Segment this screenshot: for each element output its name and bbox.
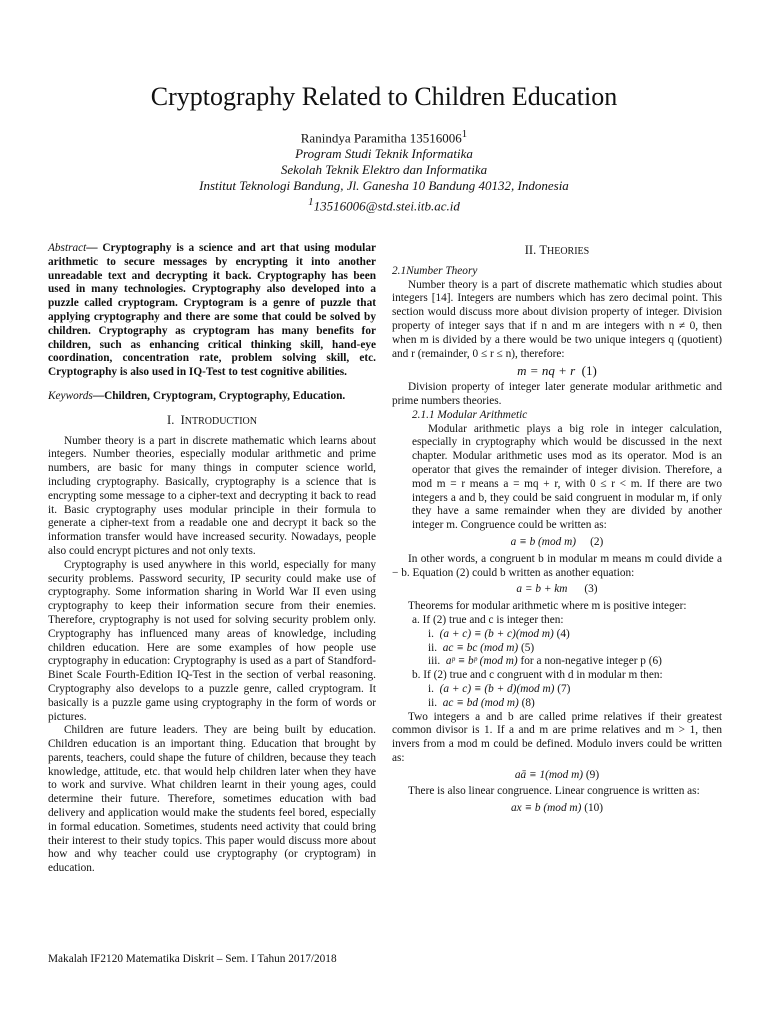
abstract-label: Abstract bbox=[48, 242, 87, 254]
subsection-number-theory: 2.1Number Theory bbox=[392, 264, 478, 277]
equation-10 bbox=[392, 802, 722, 816]
equation-9-body: aā ≡ 1(mod m) bbox=[514, 768, 584, 781]
item-label: ii. bbox=[428, 696, 438, 709]
equation-1 bbox=[392, 364, 722, 378]
item-formula: (a + c) ≡ (b + c)(mod m) bbox=[439, 627, 554, 640]
keywords-text: —Children, Cryptogram, Cryptography, Education. bbox=[92, 389, 346, 402]
affiliation-3: Institut Teknologi Bandung, Jl. Ganesha 10 Bandung 40132, Indonesia bbox=[199, 178, 569, 194]
theory-paragraph-4: In other words, a congruent b in modular m means m could divide a − b. Equation (2) could b written as another equation: bbox=[392, 552, 722, 579]
abstract-text: — Cryptography is a science and art that using modular arithmetic to secure messages by encrypting it into another unreadable text and decrypting it back. Cryptography has been used in many technologies. Cryptography also developed into a puzzle called cryptogram. Cryptogram is a genre of puzzle that applying cryptography and there are some that could be solved by children. Cryptography as cryptogram has many benefits for children, such as enhancing critical thinking skill, hand-eye coordination, concentration rate, problem solving skill, etc. Cryptography is also used in IQ-Test to test cognitive abilities. bbox=[48, 242, 376, 379]
item-tail: for a non-negative integer p (6) bbox=[520, 655, 662, 668]
theorem-b-ii bbox=[392, 697, 722, 711]
subsection-modular-arithmetic: 2.1.1 Modular Arithmetic bbox=[412, 408, 528, 421]
item-number: (7) bbox=[557, 682, 571, 695]
section-number: II. bbox=[524, 243, 537, 257]
theory-paragraph-6: Two integers a and b are called prime relatives if their greatest common divisor is 1. If a and m are prime relatives and m > 1, then invers from a mod m could be defined. Modulo invers could be written as: bbox=[392, 710, 722, 764]
theory-paragraph-3: Modular arithmetic plays a big role in integer calculation, especially in cryptography which would be discussed in the next chapter. Modular arithmetic uses mod as its operator. Mod is an operator that gives the remainder of integer division. Therefore, a mod m = r means a = mq + r, with 0 ≤ r < m. If there are two integers a and b, they could be said congruent in modular m, if only they have a same remainder when they are divided by another integer m. Congruence could be written as: bbox=[412, 422, 722, 532]
item-label: ii. bbox=[428, 641, 438, 654]
section-head-first: I bbox=[180, 412, 185, 427]
item-label: i. bbox=[428, 682, 434, 695]
abstract bbox=[48, 242, 376, 380]
item-number: (5) bbox=[520, 641, 535, 654]
theory-paragraph-5: Theorems for modular arithmetic where m is positive integer: bbox=[408, 600, 687, 613]
intro-paragraph-2: Cryptography is used anywhere in this world, especially for many security problems. Password security, IP security could make use of cryptography. Some information sharing in World War II even using cryptography to keep their information secure from their enemies. Therefore, cryptography is not used for solving security problem only. Cryptography has influenced many areas of knowledge, including children education. Here are some examples of how people use cryptography in education: Cryptography is used as a part of Standford-Binet Scale Fourth-Edition IQ-Test in the section of verbal reasoning. Cryptography also develops to a puzzle genre, called cryptogram. It basically is a puzzle game using cryptography in the form of words or pictures. bbox=[48, 558, 376, 723]
equation-2 bbox=[392, 536, 722, 550]
author-email[interactable]: 13516006@std.stei.itb.ac.id bbox=[313, 198, 460, 214]
theorem-b-i bbox=[392, 683, 722, 697]
equation-10-body: ax ≡ b (mod m) bbox=[510, 802, 582, 815]
item-label: iii. bbox=[428, 655, 441, 668]
item-label: i. bbox=[428, 627, 434, 640]
item-formula: aᵖ ≡ bᵖ (mod m) bbox=[445, 655, 518, 668]
keywords-label: Keywords bbox=[48, 389, 93, 402]
section-head-first: T bbox=[539, 243, 547, 257]
theorem-b-heading: b. If (2) true and c congruent with d in modular m then: bbox=[412, 669, 663, 682]
section-head-rest: HEORIES bbox=[546, 246, 590, 257]
theorem-a-heading: a. If (2) true and c is integer then: bbox=[412, 613, 564, 626]
section-heading-theories bbox=[392, 244, 722, 259]
item-formula: ac ≡ bd (mod m) bbox=[442, 696, 519, 709]
author-sup: 1 bbox=[461, 128, 468, 140]
equation-2-number: (2) bbox=[590, 535, 604, 548]
theory-paragraph-2: Division property of integer later generate modular arithmetic and prime numbers theories. bbox=[392, 381, 722, 407]
page-footer: Makalah IF2120 Matematika Diskrit – Sem. I Tahun 2017/2018 bbox=[48, 953, 337, 965]
author-name-line bbox=[0, 126, 768, 146]
affiliation-1: Program Studi Teknik Informatika bbox=[295, 146, 473, 162]
left-column bbox=[48, 242, 376, 876]
equation-1-body: m = nq + r bbox=[517, 363, 576, 379]
theorem-a-ii bbox=[392, 642, 722, 656]
item-number: (8) bbox=[521, 696, 535, 709]
item-formula: ac ≡ bc (mod m) bbox=[442, 641, 519, 654]
intro-paragraph-1: Number theory is a part in discrete mathematic which learns about integers. Number theories, especially modular arithmetic and prime numbers, are basic for many things in computer science world, including cryptography. Basically, cryptography is a science that is encrypting some message to a cipher-text and decrypting it back to read it. Basic cryptography uses modular principle in their formula to generate a cipher-text from a readable one and decrypt it back so the information transfer would have increased security. Nowadays, people also could encrypt pictures and not only texts. bbox=[48, 434, 376, 557]
equation-3-body: a = b + km bbox=[516, 583, 568, 596]
theorem-a-i bbox=[392, 628, 722, 642]
equation-3-number: (3) bbox=[584, 583, 598, 596]
equation-10-number: (10) bbox=[584, 802, 604, 815]
right-column bbox=[392, 244, 722, 819]
equation-3 bbox=[392, 583, 722, 597]
equation-2-body: a ≡ b (mod m) bbox=[510, 535, 577, 548]
section-number: I. bbox=[167, 412, 175, 427]
author-name: Ranindya Paramitha 13516006 bbox=[300, 130, 462, 146]
keywords bbox=[48, 390, 376, 404]
theory-paragraph-7: There is also linear congruence. Linear congruence is written as: bbox=[408, 785, 700, 798]
item-number: (4) bbox=[556, 627, 570, 640]
equation-9 bbox=[392, 769, 722, 783]
section-head-rest: NTRODUCTION bbox=[184, 415, 257, 427]
paper-title: Cryptography Related to Children Education bbox=[150, 82, 618, 111]
email-sup: 1 bbox=[308, 196, 314, 209]
email-line bbox=[0, 194, 768, 214]
equation-9-number: (9) bbox=[585, 768, 600, 781]
theory-paragraph-1: Number theory is a part of discrete mathematic which studies about integers [14]. Integers are numbers which has zero decimal point. This section would discuss more about division property of integer. Division property of integer says that if n and m are integers with n ≠ 0, then when m is divided by a there would be two unique integers q (quotient) and r (remainder, 0 ≤ r ≤ n), therefore: bbox=[392, 278, 722, 360]
author-block bbox=[0, 126, 768, 215]
affiliation-2: Sekolah Teknik Elektro dan Informatika bbox=[280, 162, 488, 178]
intro-paragraph-3: Children are future leaders. They are being built by education. Children education is an important thing. Education that brought by parents, teachers, could shape the future of children, because they teach knowledge, attitude, etc. that would help children later when they have to work and survive. What children learnt in their young ages, could determine their future. Therefore, sometimes education with bad delivery and application would make the students feel bored, especially in formal education. Sometimes, students need activity that could bring their interest to their study topics. This paper would discuss more about how and why teacher could use cryptography (or cryptogram) in education. bbox=[48, 724, 376, 875]
item-formula: (a + c) ≡ (b + d)(mod m) bbox=[439, 682, 555, 695]
section-heading-introduction bbox=[48, 414, 376, 429]
equation-1-number: (1) bbox=[581, 363, 597, 379]
theorem-a-iii bbox=[392, 655, 722, 669]
